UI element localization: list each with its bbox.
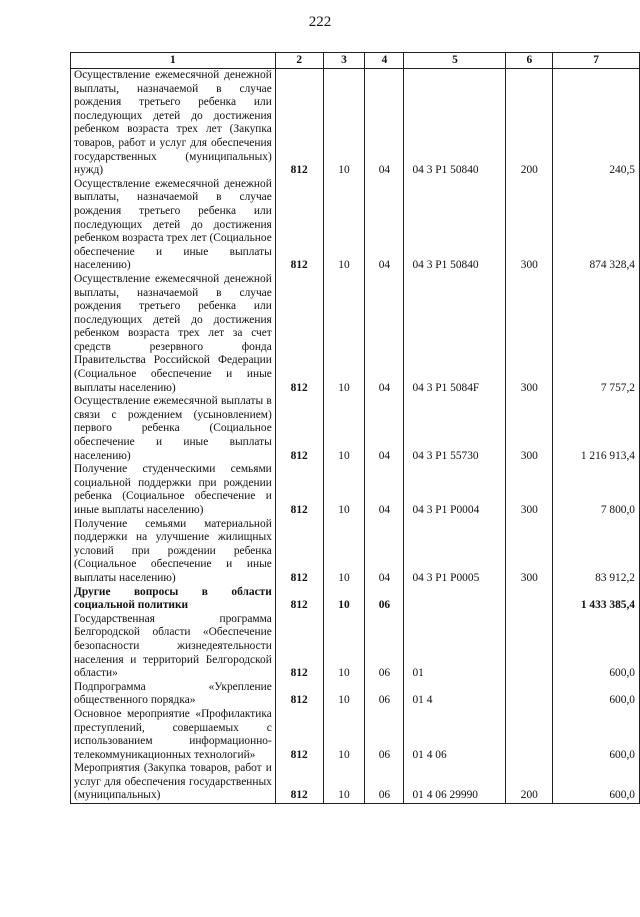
row-code-812: 812 (275, 586, 323, 613)
table-row (71, 69, 640, 178)
row-target-code: 01 4 (404, 681, 506, 708)
row-expense-type (506, 586, 553, 613)
row-name: Другие вопросы в области социальной политики (74, 585, 272, 612)
row-target-code: 01 (404, 613, 506, 681)
row-code-812: 812 (275, 518, 323, 586)
row-target-code: 04 3 P1 50840 (404, 69, 506, 178)
table-header-row (71, 53, 640, 69)
row-section: 10 (323, 518, 365, 586)
row-section: 10 (323, 681, 365, 708)
row-subsection: 04 (365, 395, 404, 463)
column-header-3: 3 (323, 53, 365, 69)
row-expense-type: 300 (506, 518, 553, 586)
row-expense-type: 300 (506, 178, 553, 273)
row-name: Получение студенческими семьями социальной поддержки при рождении ребенка (Социальное обеспечение и иные выплаты населению) (74, 463, 272, 516)
row-target-code (404, 586, 506, 613)
table-row (71, 463, 640, 517)
row-amount: 600,0 (553, 708, 640, 762)
table-row (71, 518, 640, 586)
row-expense-type: 300 (506, 463, 553, 517)
column-header-2: 2 (275, 53, 323, 69)
row-target-code: 01 4 06 (404, 708, 506, 762)
row-section: 10 (323, 762, 365, 803)
row-amount: 1 433 385,4 (553, 586, 640, 613)
row-subsection: 06 (365, 681, 404, 708)
row-expense-type: 200 (506, 69, 553, 178)
row-subsection: 04 (365, 463, 404, 517)
row-amount: 240,5 (553, 69, 640, 178)
row-name: Мероприятия (Закупка товаров, работ и услуг для обеспечения государственных (муниципальных) (74, 762, 272, 802)
row-amount: 600,0 (553, 681, 640, 708)
row-expense-type: 300 (506, 395, 553, 463)
page-number: 222 (308, 14, 332, 30)
row-code-812: 812 (275, 178, 323, 273)
row-name: Государственная программа Белгородской области «Обеспечение безопасности жизнедеятельности населения и территорий Белгородской области» (74, 612, 272, 680)
row-subsection: 04 (365, 518, 404, 586)
row-expense-type: 300 (506, 273, 553, 395)
table-row-section-heading (71, 586, 640, 613)
row-expense-type (506, 613, 553, 681)
row-name: Получение семьями материальной поддержки на улучшение жилищных условий при рождении ребенка (Социальное обеспечение и иные выплаты населению) (74, 517, 272, 584)
row-section: 10 (323, 273, 365, 395)
row-amount: 600,0 (553, 613, 640, 681)
row-expense-type: 200 (506, 762, 553, 803)
row-code-812: 812 (275, 69, 323, 178)
table-row (71, 273, 640, 395)
column-header-1: 1 (71, 53, 276, 69)
row-target-code: 04 3 P1 5084F (404, 273, 506, 395)
row-code-812: 812 (275, 463, 323, 517)
row-name: Основное мероприятие «Профилактика преступлений, совершаемых с использованием информационно-телекоммуникационных технологий» (74, 707, 272, 761)
row-subsection: 04 (365, 178, 404, 273)
row-section: 10 (323, 69, 365, 178)
row-target-code: 04 3 P1 50840 (404, 178, 506, 273)
row-code-812: 812 (275, 681, 323, 708)
row-name: Подпрограмма «Укрепление общественного порядка» (74, 680, 272, 707)
row-expense-type (506, 681, 553, 708)
column-header-4: 4 (365, 53, 404, 69)
table-row (71, 708, 640, 762)
row-code-812: 812 (275, 613, 323, 681)
row-subsection: 06 (365, 708, 404, 762)
row-section: 10 (323, 613, 365, 681)
table-row (71, 681, 640, 708)
row-name: Осуществление ежемесячной денежной выплаты, назначаемой в случае рождения третьего ребенка или последующих детей до достижения ребенком возраста трех лет (Социальное обеспечение и иные выплаты населению) (74, 177, 272, 272)
row-subsection: 06 (365, 613, 404, 681)
row-subsection: 04 (365, 273, 404, 395)
row-amount: 7 800,0 (553, 463, 640, 517)
table-row (71, 762, 640, 803)
row-amount: 600,0 (553, 762, 640, 803)
row-amount: 874 328,4 (553, 178, 640, 273)
column-header-5: 5 (404, 53, 506, 69)
row-section: 10 (323, 463, 365, 517)
row-section: 10 (323, 178, 365, 273)
row-amount: 1 216 913,4 (553, 395, 640, 463)
row-target-code: 04 3 P1 P0005 (404, 518, 506, 586)
column-header-6: 6 (506, 53, 553, 69)
table-row (71, 178, 640, 273)
row-section: 10 (323, 586, 365, 613)
row-amount: 83 912,2 (553, 518, 640, 586)
row-subsection: 06 (365, 762, 404, 803)
row-subsection: 04 (365, 69, 404, 178)
row-name: Осуществление ежемесячной выплаты в связи с рождением (усыновлением) первого ребенка (Социальное обеспечение и иные выплаты населению) (74, 395, 272, 462)
row-section: 10 (323, 708, 365, 762)
row-section: 10 (323, 395, 365, 463)
row-code-812: 812 (275, 762, 323, 803)
row-name: Осуществление ежемесячной денежной выплаты, назначаемой в случае рождения третьего ребенка или последующих детей до достижения ребенком возраста трех лет за счет средств резервного фонда Правительства Российской Федерации (Социальное обеспечение и иные выплаты населению) (74, 272, 272, 394)
budget-table (70, 52, 640, 804)
row-target-code: 04 3 P1 55730 (404, 395, 506, 463)
row-target-code: 04 3 P1 P0004 (404, 463, 506, 517)
row-target-code: 01 4 06 29990 (404, 762, 506, 803)
row-code-812: 812 (275, 708, 323, 762)
row-code-812: 812 (275, 395, 323, 463)
row-expense-type (506, 708, 553, 762)
row-name: Осуществление ежемесячной денежной выплаты, назначаемой в случае рождения третьего ребенка или последующих детей до достижения ребенком возраста трех лет (Закупка товаров, работ и услуг для обеспечения государственных (муниципальных) нужд) (74, 69, 272, 177)
row-code-812: 812 (275, 273, 323, 395)
row-subsection: 06 (365, 586, 404, 613)
table-row (71, 613, 640, 681)
table-row (71, 395, 640, 463)
row-amount: 7 757,2 (553, 273, 640, 395)
column-header-7: 7 (553, 53, 640, 69)
